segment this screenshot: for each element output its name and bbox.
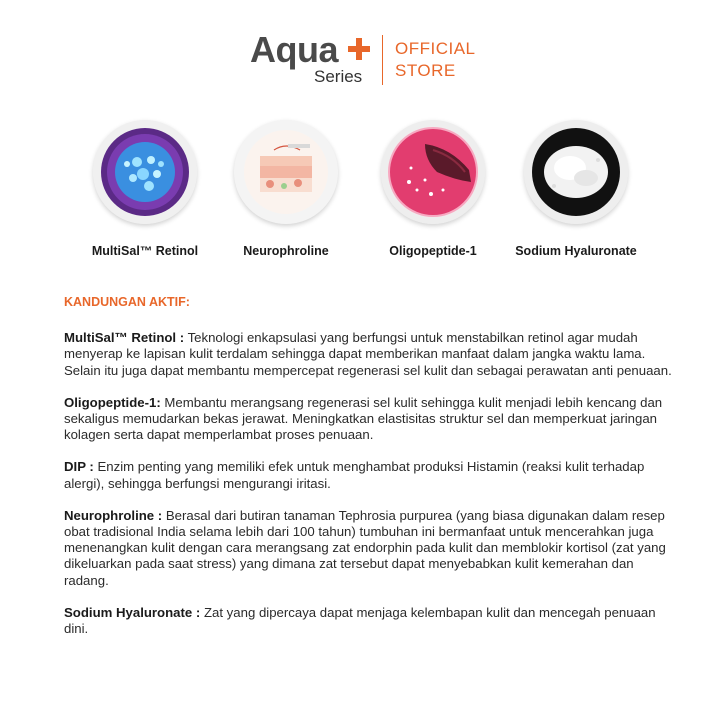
- ingredient-multisal: [70, 120, 220, 258]
- ingredient-label: Neurophroline: [243, 244, 329, 258]
- term: Sodium Hyaluronate :: [64, 604, 201, 620]
- ingredient-oligopeptide: [358, 120, 508, 258]
- ingredient-label: Oligopeptide-1: [389, 244, 477, 258]
- ingredient-label: Sodium Hyaluronate: [515, 244, 637, 258]
- logo-divider: [382, 35, 383, 85]
- description: Membantu merangsang regenerasi sel kulit sehingga kulit menjadi lebih kencang dan sekaligus memudarkan bekas jerawat. Meningkatkan elastisitas struktur sel dan memperkuat jaringan kolagen serta dapat memperlambat proses penuaan.: [64, 394, 663, 443]
- paragraph-dip: [64, 459, 674, 491]
- active-ingredients-description: [64, 294, 674, 653]
- paragraph-sodium-hyaluronate: [64, 605, 674, 637]
- brand-sub: Series: [314, 67, 363, 86]
- term: Oligopeptide-1:: [64, 394, 161, 410]
- term: Neurophroline :: [64, 507, 163, 523]
- ingredient-neurophroline: [211, 120, 361, 258]
- description: Berasal dari butiran tanaman Tephrosia purpurea (yang biasa digunakan dalam resep obat tradisional India selama lebih dari 100 tahun) tumbuhan ini bermanfaat untuk mencerahkan juga menenangkan kulit dengan cara merangsang zat endorphin pada kulit dan memblokir kortisol (zat yang dikeluarkan pada saat stress) yang dimana zat tersebut dapat menyebabkan kulit kemerahan dan radang.: [64, 507, 666, 588]
- ingredient-sodium-hyaluronate: [501, 120, 651, 258]
- term: MultiSal™ Retinol :: [64, 330, 185, 346]
- white-powder-icon: [524, 120, 628, 224]
- ingredient-row: [0, 120, 726, 270]
- brand-name: Aqua: [250, 29, 338, 70]
- section-title: KANDUNGAN AKTIF:: [64, 295, 190, 309]
- description: Enzim penting yang memiliki efek untuk menghambat produksi Histamin (reaksi kulit terhadap alergi), sehingga berfungsi mengurangi iritasi.: [64, 459, 645, 491]
- paragraph-neurophroline: [64, 508, 674, 589]
- description: Zat yang dipercaya dapat menjaga kelembapan kulit dan mencegah penuaan dini.: [64, 604, 656, 637]
- term: DIP :: [64, 459, 94, 475]
- paragraph-oligopeptide: [64, 395, 674, 444]
- brand-logo: [250, 30, 490, 86]
- description: Teknologi enkapsulasi yang berfungsi untuk menstabilkan retinol agar mudah menyerap ke lapisan kulit terdalam sehingga dapat memberikan manfaat dalam jangka waktu lama. Selain itu juga dapat membantu mempercepat regenerasi sel kulit dan sebagai perawatan anti penuaan.: [64, 330, 672, 378]
- plus-icon: [348, 38, 370, 60]
- store-line-1: OFFICIAL: [395, 39, 476, 58]
- paragraph-multisal: [64, 330, 674, 379]
- petri-dish-icon: [381, 120, 485, 224]
- store-line-2: STORE: [395, 61, 456, 80]
- encapsulated-sphere-icon: [93, 120, 197, 224]
- official-store-label: [395, 38, 476, 82]
- ingredient-label: MultiSal™ Retinol: [91, 244, 199, 258]
- skin-cell-diagram-icon: [234, 120, 338, 224]
